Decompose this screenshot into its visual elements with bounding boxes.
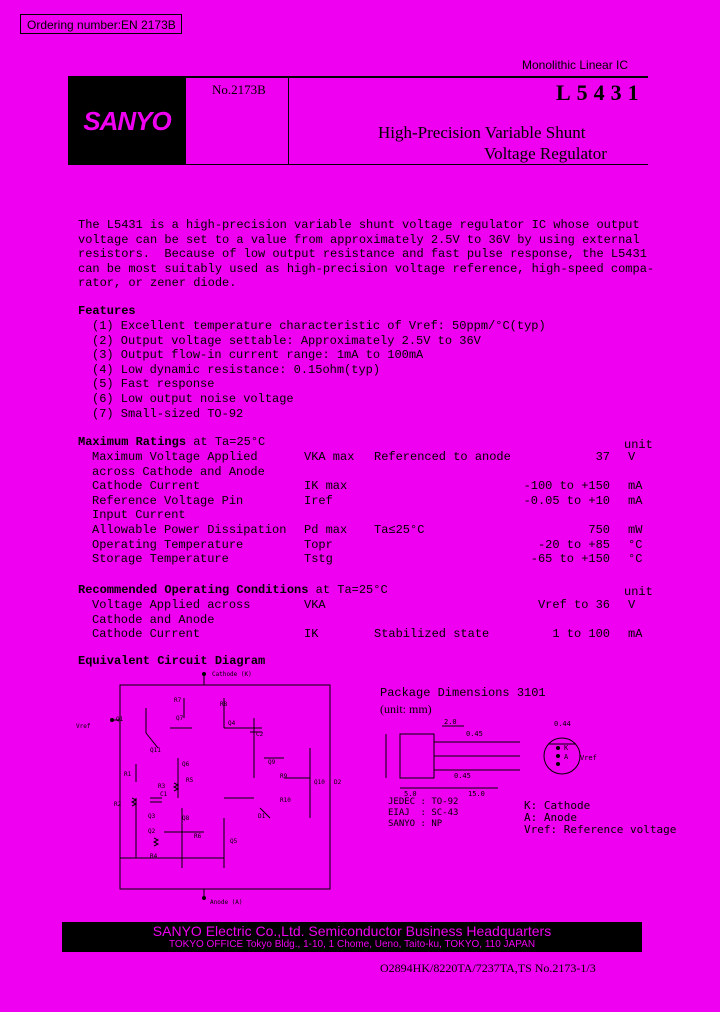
feature-item: (7) Small-sized TO-92 [92, 406, 244, 421]
dim-0-45-bottom: 0.45 [454, 772, 471, 780]
q1-label: Q1 [116, 716, 124, 723]
feature-item: (2) Output voltage settable: Approximately 2.5V to 36V [92, 333, 481, 348]
pin-legend [524, 800, 676, 836]
max-rating-unit: °C [628, 537, 643, 552]
max-rating-param: Cathode Current [92, 479, 201, 494]
legend-cathode: K: Cathode [524, 799, 591, 812]
max-rating-symbol: IK max [304, 479, 348, 494]
c1-label: C1 [160, 791, 168, 798]
feature-item: (5) Fast response [92, 377, 215, 392]
q3-label: Q3 [148, 813, 156, 820]
max-rating-symbol: VKA max [304, 450, 355, 464]
logo-text: SANYO [83, 105, 171, 136]
recommended-condition: at Ta=25°C [308, 583, 388, 597]
max-rating-cond: Ta≤25°C [374, 523, 425, 537]
max-ratings-title: Maximum Ratings [78, 435, 187, 449]
package-outline-drawing [378, 716, 658, 798]
max-rating-param: across Cathode and Anode [92, 464, 265, 479]
r8-label: R8 [220, 701, 228, 708]
max-rating-value: -0.05 to +10 [523, 493, 610, 508]
max-rating-value: -65 to +150 [530, 552, 610, 567]
dim-5-0: 5.0 [404, 790, 417, 798]
part-number: L5431 [556, 80, 645, 105]
recommended-param: Cathode Current [92, 627, 201, 642]
max-rating-symbol: Iref [304, 493, 333, 508]
q2-label: Q2 [148, 828, 156, 835]
feature-item: (4) Low dynamic resistance: 0.15ohm(typ) [92, 362, 381, 377]
q7-label: Q7 [176, 715, 184, 722]
doc-code: O2894HK/8220TA/7237TA,TS No.2173-1/3 [380, 961, 596, 975]
max-rating-value: -100 to +150 [523, 479, 610, 494]
q6-label: Q6 [182, 761, 190, 768]
dim-0-45-top: 0.45 [466, 730, 483, 738]
max-rating-cond: Referenced to anode [374, 450, 511, 464]
recommended-value: Vref to 36 [537, 598, 610, 612]
recommended-param: Cathode and Anode [92, 612, 215, 627]
pin-a: A [564, 753, 569, 761]
max-rating-param: Input Current [92, 508, 186, 523]
intro-line: resistors. Because of low output resistance and fast pulse response, the L5431 [78, 247, 647, 262]
recommended-cond: Stabilized state [374, 627, 490, 642]
d1-label: D1 [258, 813, 266, 820]
pin-k: K [564, 744, 569, 752]
max-ratings-unit-header: unit [624, 438, 653, 452]
intro-line: can be most suitably used as high-precision voltage reference, high-speed compa- [78, 261, 655, 276]
ic-category: Monolithic Linear IC [522, 58, 629, 72]
recommended-heading [78, 583, 388, 598]
doc-number: No.2173B [212, 82, 266, 97]
feature-item: (6) Low output noise voltage [92, 391, 294, 406]
max-ratings-heading [78, 435, 265, 450]
features-list [92, 319, 546, 421]
recommended-value: 1 to 100 [552, 627, 610, 642]
c2-label: C2 [256, 731, 264, 738]
q9-label: Q9 [268, 759, 276, 766]
max-rating-symbol: Topr [304, 537, 333, 552]
title-rule [68, 164, 648, 165]
recommended-title: Recommended Operating Conditions [78, 583, 309, 597]
title-line-1: High-Precision Variable Shunt [378, 123, 586, 142]
package-heading: Package Dimensions 3101 [380, 686, 546, 700]
eiaj-note: EIAJ : SC-43 [388, 808, 459, 818]
footer-office: TOKYO OFFICE Tokyo Bldg., 1-10, 1 Chome, Ueno, Taito-ku, TOKYO, 110 JAPAN [168, 939, 536, 950]
q8-label: Q8 [182, 815, 190, 822]
max-rating-unit: mA [628, 479, 643, 494]
max-rating-param: Allowable Power Dissipation [92, 523, 287, 537]
max-rating-value: 37 [595, 450, 610, 464]
ordering-number: Ordering number:EN 2173B [27, 18, 176, 32]
max-ratings-condition: at Ta=25°C [186, 435, 266, 449]
r9-label: R9 [280, 773, 288, 780]
max-rating-value: -20 to +85 [537, 537, 610, 552]
q11-label: Q11 [150, 747, 161, 754]
sanyo-logo [68, 78, 186, 164]
recommended-unit: V [628, 598, 636, 612]
intro-line: The L5431 is a high-precision variable shunt voltage regulator IC whose output [78, 218, 640, 232]
d2-label: D2 [334, 779, 342, 786]
recommended-symbol: VKA [304, 598, 326, 612]
circuit-heading: Equivalent Circuit Diagram [78, 654, 266, 668]
dim-2-0: 2.0 [444, 718, 457, 726]
r2-label: R2 [114, 801, 122, 808]
max-rating-value: 750 [588, 523, 610, 537]
sanyo-note: SANYO : NP [388, 819, 443, 829]
max-rating-param: Reference Voltage Pin [92, 493, 244, 508]
recommended-symbol: IK [304, 627, 319, 642]
max-rating-unit: mW [628, 523, 643, 537]
pin-vref: Vref [580, 754, 597, 762]
jedec-note: JEDEC : TO-92 [388, 797, 459, 807]
r1-label: R1 [124, 771, 132, 778]
r4-label: R4 [150, 853, 158, 860]
max-rating-symbol: Pd max [304, 523, 348, 537]
max-rating-unit: °C [628, 552, 643, 567]
intro-paragraph [78, 218, 654, 291]
q5-label: Q5 [230, 838, 238, 845]
feature-item: (3) Output flow-in current range: 1mA to 100mA [92, 348, 424, 363]
package-standards [388, 797, 458, 830]
legend-vref: Vref: Reference voltage [524, 823, 677, 836]
features-heading: Features [78, 304, 136, 318]
q10-label: Q10 [314, 779, 325, 786]
package-unit: (unit: mm) [380, 702, 432, 716]
r10-label: R10 [280, 797, 291, 804]
feature-item: (1) Excellent temperature characteristic of Vref: 50ppm/°C(typ) [92, 319, 546, 333]
intro-line: rator, or zener diode. [78, 276, 237, 291]
footer-banner [62, 922, 642, 952]
recommended-unit-header: unit [624, 585, 653, 599]
max-rating-param: Operating Temperature [92, 537, 244, 552]
r6-label: R6 [194, 833, 202, 840]
recommended-unit: mA [628, 627, 643, 642]
dim-15-0: 15.0 [468, 790, 485, 798]
r7-label: R7 [174, 697, 182, 704]
recommended-param: Voltage Applied across [92, 598, 251, 612]
r3-label: R3 [158, 783, 166, 790]
intro-line: voltage can be set to a value from approximately 2.5V to 36V by using external [78, 232, 640, 247]
max-rating-unit: V [628, 450, 636, 464]
cathode-label: Cathode (K) [212, 671, 252, 678]
legend-anode: A: Anode [524, 811, 577, 824]
max-rating-unit: mA [628, 493, 643, 508]
dim-0-44: 0.44 [554, 720, 571, 728]
ordering-number-box [20, 14, 182, 34]
max-rating-param: Maximum Voltage Applied [92, 450, 258, 464]
r5-label: R5 [186, 777, 194, 784]
title-line-2: Voltage Regulator [484, 144, 607, 163]
max-rating-symbol: Tstg [304, 552, 333, 567]
vref-label: Vref [76, 723, 91, 730]
max-rating-param: Storage Temperature [92, 552, 229, 567]
equivalent-circuit-diagram [74, 668, 364, 914]
footer-company: SANYO Electric Co.,Ltd. Semiconductor Business Headquarters [152, 923, 552, 939]
q4-label: Q4 [228, 720, 236, 727]
anode-label: Anode (A) [210, 899, 243, 906]
